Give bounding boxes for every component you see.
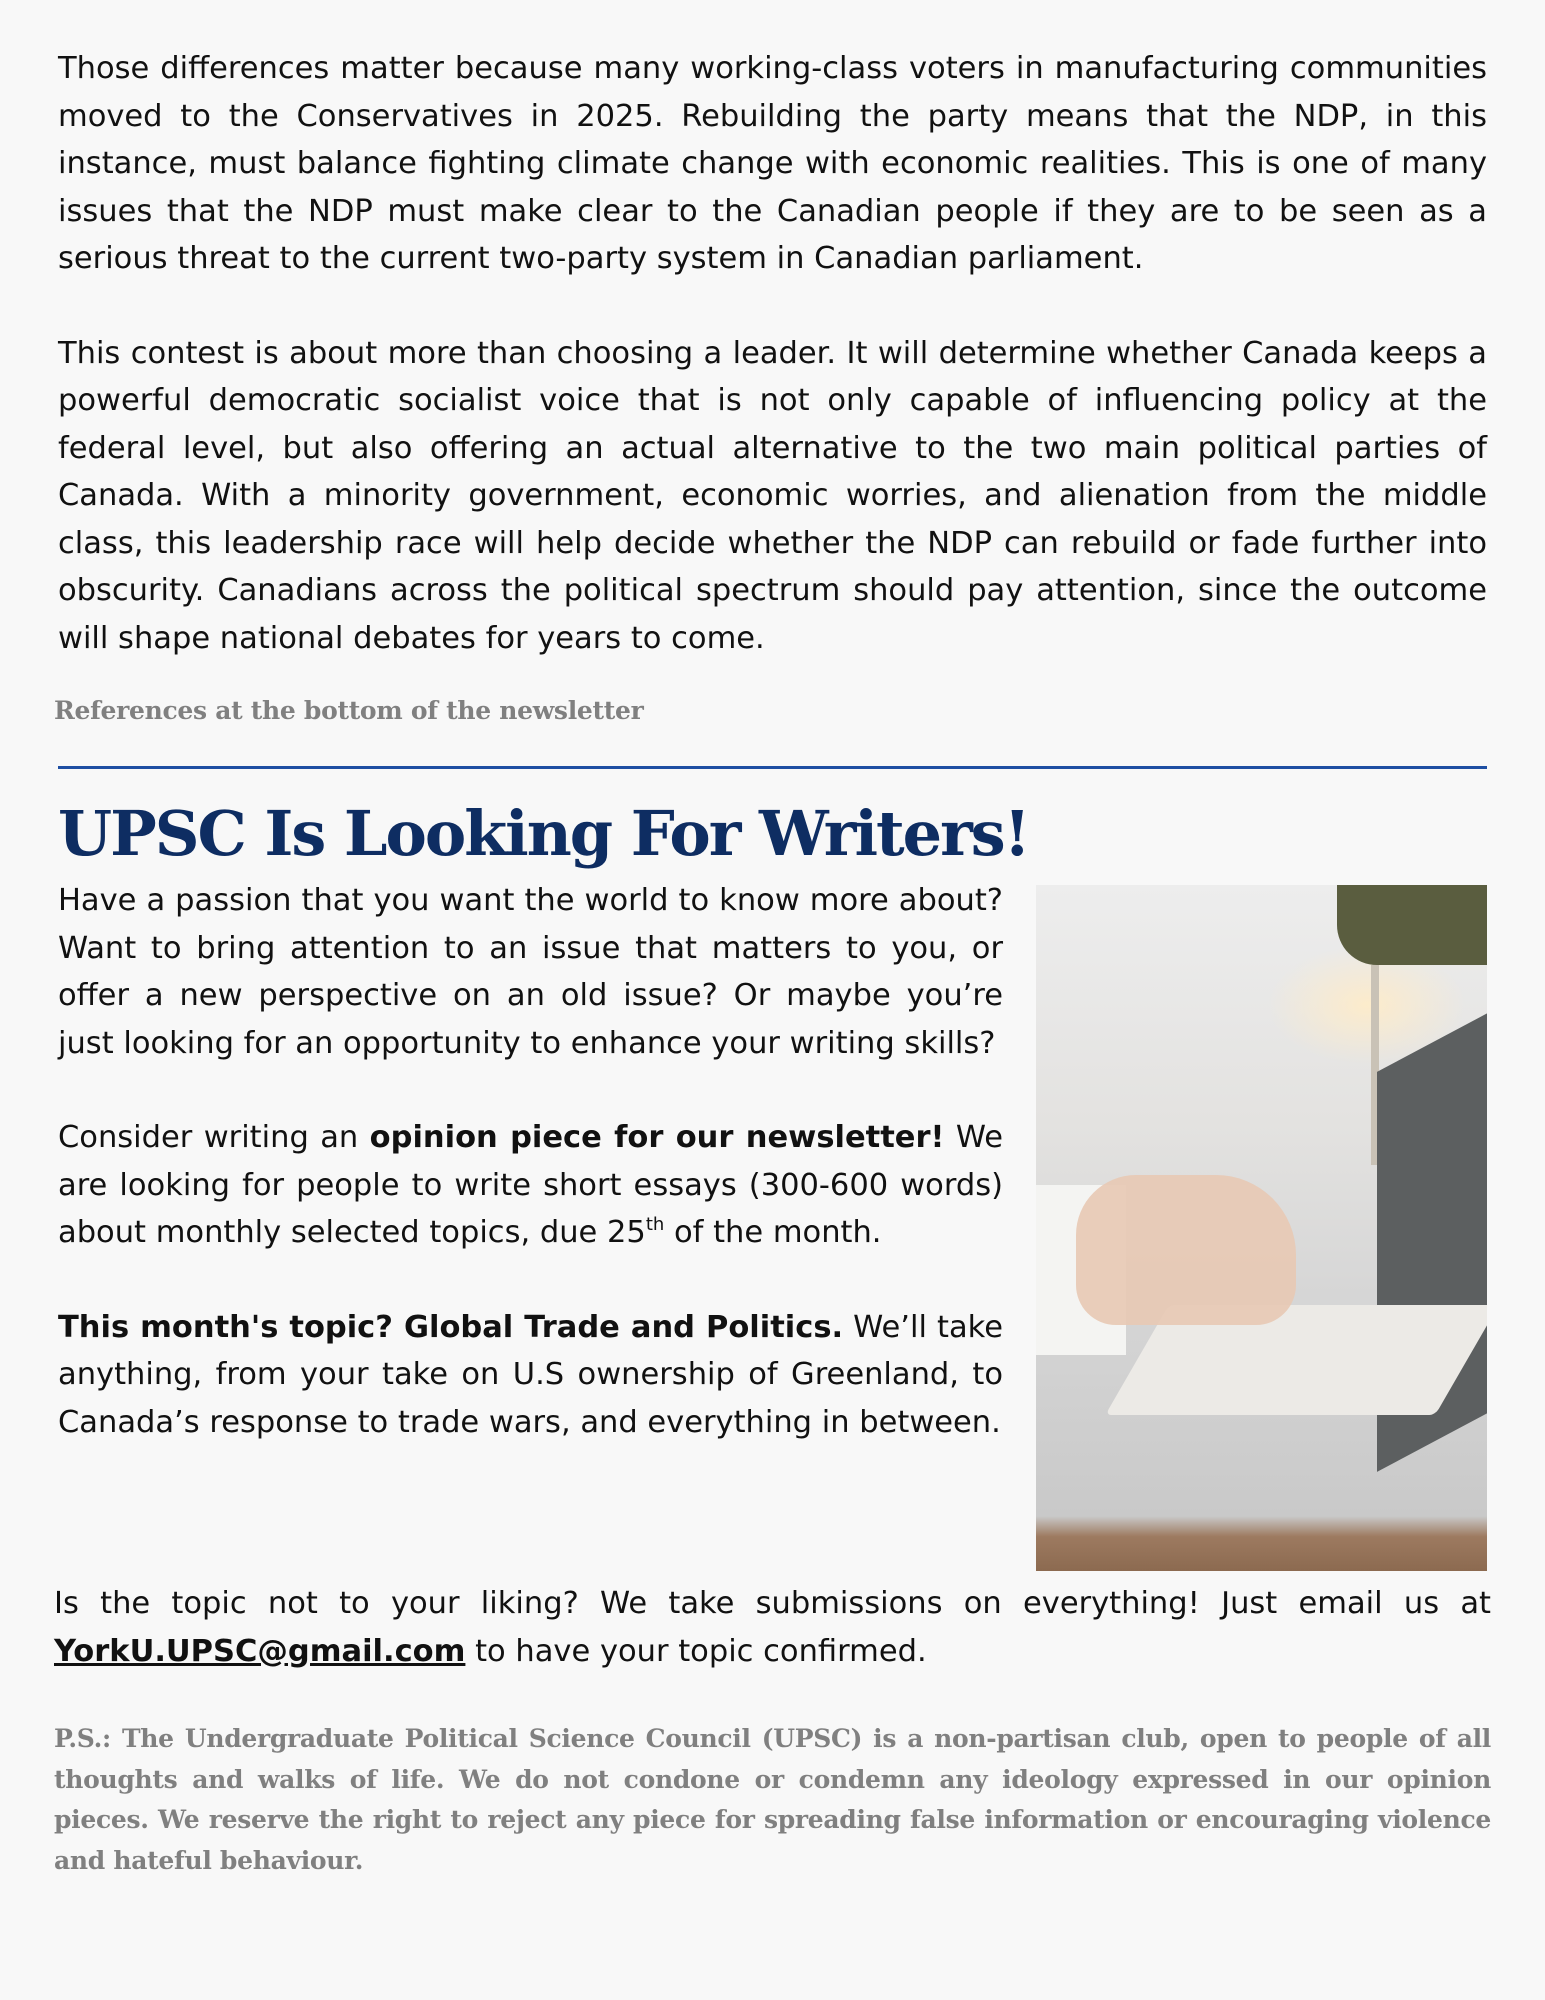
writers-topic [58, 1304, 1003, 1447]
references-note: References at the bottom of the newsletter [54, 696, 644, 725]
article-paragraph-1: Those differences matter because many working-class voters in manufacturing communities moved to the Conservatives in 2025. Rebuilding the party means that the NDP, in this instance, must balance fighting climate change with economic realities. This is one of many issues that the NDP must make clear to the Canadian people if they are to be seen as a serious threat to the current two-party system in Canadian parliament. [58, 51, 1487, 276]
lamp-shade [1337, 885, 1487, 965]
consider-text-start: Consider writing an [58, 1120, 370, 1155]
consider-bold: opinion piece for our newsletter! [369, 1120, 945, 1155]
article-paragraph-2: This contest is about more than choosing a leader. It will determine whether Canada keeps a powerful democratic socialist voice that is not only capable of influencing policy at the federal level, but also offering an actual alternative to the two main political parties of Canada. With a minority government, economic worries, and alienation from the middle class, this leadership race will help decide whether the NDP can rebuild or fade further into obscurity. Canadians across the political spectrum should pay attention, since the outcome will shape national debates for years to come. [58, 335, 1487, 656]
newsletter-page [54, 45, 1491, 1881]
submission-text: Is the topic not to your liking? We take submissions on everything! Just email us at [54, 1586, 1491, 1621]
writers-intro: Have a passion that you want the world to know more about? Want to bring attention to an issue that matters to you, or offer a new perspective on an old issue? Or maybe you’re just looking for an opportunity to enhance your writing skills? [58, 883, 1003, 1061]
section-divider [58, 766, 1487, 769]
topic-bold: This month's topic? Global Trade and Politics. [58, 1309, 844, 1345]
ps-disclaimer: P.S.: The Undergraduate Political Science Council (UPSC) is a non-partisan club, open to people of all thoughts and walks of life. We do not condone or condemn any ideology expressed in our opinion pieces. We reserve the right to reject any piece for spreading false information or encouraging violence and hateful behaviour. [54, 1724, 1491, 1875]
submission-paragraph [54, 1580, 1491, 1675]
laptop-typing-photo [1036, 885, 1487, 1571]
typing-hands [1076, 1175, 1296, 1325]
consider-text-end: of the month. [664, 1215, 882, 1250]
consider-text-middle: We are looking for people to write short essays (300-600 words) about monthly selected topics, due 25 [58, 1120, 1003, 1250]
submission-text-end: to have your topic confirmed. [465, 1633, 927, 1669]
writers-text-column [58, 877, 1003, 1571]
email-link[interactable]: YorkU.UPSC@gmail.com [54, 1633, 466, 1669]
writers-heading: UPSC Is Looking For Writers! [58, 797, 1029, 870]
consider-superscript: th [645, 1214, 665, 1235]
topic-rest: We’ll take anything, from your take on U.S ownership of Greenland, to Canada’s response to trade wars, and everything in between. [58, 1309, 1003, 1440]
writers-section [58, 877, 1487, 1571]
writers-consider [58, 1114, 1003, 1257]
